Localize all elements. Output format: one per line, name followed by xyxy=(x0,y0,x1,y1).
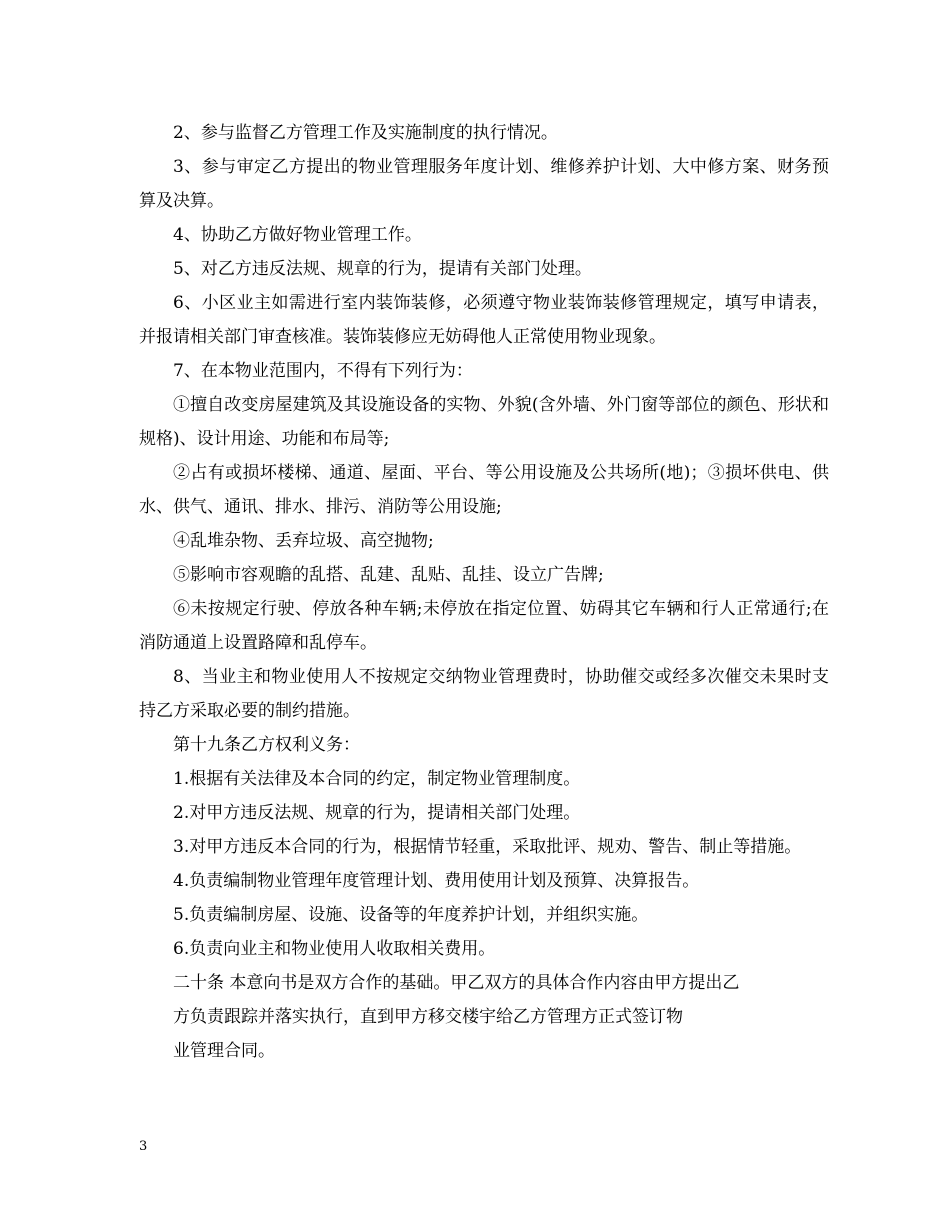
prohibited-item-2-3: ②占有或损坏楼梯、通道、屋面、平台、等公用设施及公共场所(地)；③损坏供电、供水、供气、通讯、排水、排污、消防等公用设施; xyxy=(139,463,829,517)
party-b-duty-4: 4.负责编制物业管理年度管理计划、费用使用计划及预算、决算报告。 xyxy=(173,871,700,891)
prohibited-item-4: ④乱堆杂物、丢弃垃圾、高空抛物; xyxy=(173,531,434,551)
party-b-duty-1: 1.根据有关法律及本合同的约定，制定物业管理制度。 xyxy=(173,769,581,789)
article-20-paragraph xyxy=(139,966,813,1068)
paragraph-item-8: 8、当业主和物业使用人不按规定交纳物业管理费时，协助催交或经多次催交未果时支持乙方采取必要的制约措施。 xyxy=(139,667,829,721)
party-b-duty-2: 2.对甲方违反法规、规章的行为，提请相关部门处理。 xyxy=(173,803,581,823)
party-b-duty-5: 5.负责编制房屋、设施、设备等的年度养护计划，并组织实施。 xyxy=(173,905,649,925)
paragraph-item-3: 3、参与审定乙方提出的物业管理服务年度计划、维修养护计划、大中修方案、财务预算及决算。 xyxy=(139,157,829,211)
paragraph-item-2: 2、参与监督乙方管理工作及实施制度的执行情况。 xyxy=(173,123,558,143)
paragraph-item-5: 5、对乙方违反法规、规章的行为，提请有关部门处理。 xyxy=(173,259,592,279)
article-20-line: 业管理合同。 xyxy=(173,1041,275,1061)
article-20-line: 方负责跟踪并落实执行，直到甲方移交楼宇给乙方管理方正式签订物 xyxy=(173,1007,683,1027)
prohibited-item-5: ⑤影响市容观瞻的乱搭、乱建、乱贴、乱挂、设立广告牌; xyxy=(173,565,604,585)
paragraph-item-7: 7、在本物业范围内，不得有下列行为： xyxy=(173,361,473,381)
party-b-duty-3: 3.对甲方违反本合同的行为，根据情节轻重，采取批评、规劝、警告、制止等措施。 xyxy=(173,837,802,857)
prohibited-item-6: ⑥未按规定行驶、停放各种车辆;未停放在指定位置、妨碍其它车辆和行人正常通行;在消防通道上设置路障和乱停车。 xyxy=(139,599,829,653)
paragraph-item-4: 4、协助乙方做好物业管理工作。 xyxy=(173,225,422,245)
document-body xyxy=(139,116,829,1068)
page-number: 3 xyxy=(139,1139,148,1154)
party-b-duty-6: 6.负责向业主和物业使用人收取相关费用。 xyxy=(173,939,496,959)
article-20-line: 二十条 本意向书是双方合作的基础。甲乙双方的具体合作内容由甲方提出乙 xyxy=(173,973,740,993)
paragraph-item-6: 6、小区业主如需进行室内装饰装修，必须遵守物业装饰装修管理规定，填写申请表，并报请相关部门审查核准。装饰装修应无妨碍他人正常使用物业现象。 xyxy=(139,293,829,347)
prohibited-item-1: ①擅自改变房屋建筑及其设施设备的实物、外貌(含外墙、外门窗等部位的颜色、形状和规格)、设计用途、功能和布局等; xyxy=(139,395,829,449)
article-19-heading: 第十九条乙方权利义务： xyxy=(173,735,360,755)
